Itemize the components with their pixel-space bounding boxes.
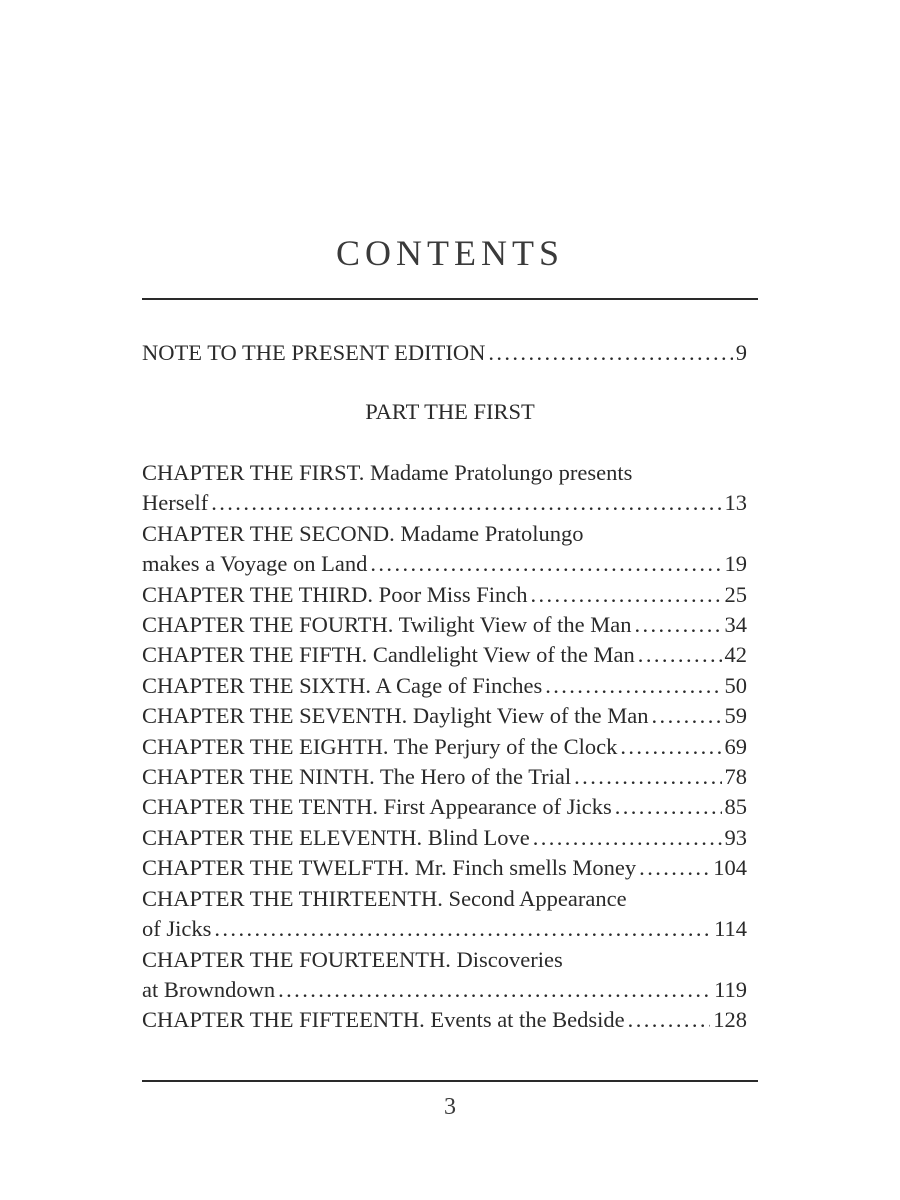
bottom-rule [142, 1080, 758, 1082]
toc-entry-title: NOTE TO THE PRESENT EDITION [142, 340, 486, 365]
toc-entry-title: CHAPTER THE TWELFTH. Mr. Finch smells Money [142, 855, 637, 881]
toc-chapter-list [142, 458, 747, 1036]
toc-entry-title: CHAPTER THE FIFTH. Candlelight View of the Man [142, 642, 635, 668]
part-heading: PART THE FIRST [365, 399, 535, 424]
toc-entry-page: 42 [724, 642, 747, 668]
dot-leader [370, 549, 721, 579]
toc-entry-title: CHAPTER THE FOURTH. Twilight View of the Man [142, 612, 632, 638]
dot-leader [545, 671, 721, 701]
toc-entry [142, 823, 747, 853]
toc-entry-page: 13 [724, 490, 747, 516]
toc-entry-page: 50 [724, 672, 747, 698]
toc-entry-title: of Jicks [142, 916, 212, 942]
toc-entry-title: CHAPTER THE SIXTH. A Cage of Finches [142, 672, 543, 698]
toc-entry-title: CHAPTER THE THIRD. Poor Miss Finch [142, 581, 528, 607]
top-rule [142, 298, 758, 300]
toc-entry-first-line: CHAPTER THE FIRST. Madame Pratolungo presents [142, 460, 633, 485]
toc-entry-first-line: CHAPTER THE THIRTEENTH. Second Appearance [142, 885, 627, 911]
toc-entry-page: 114 [714, 916, 747, 942]
toc-entry-page: 85 [724, 794, 747, 820]
contents-heading: CONTENTS [336, 233, 564, 273]
toc-entry-title: CHAPTER THE TENTH. First Appearance of Jicks [142, 794, 612, 820]
toc-entry [142, 792, 747, 822]
toc-entry-first-line: CHAPTER THE SECOND. Madame Pratolungo [142, 520, 584, 546]
dot-leader [638, 640, 722, 670]
dot-leader [488, 338, 732, 368]
toc-entry-page: 104 [713, 855, 747, 881]
dot-leader [628, 1005, 711, 1035]
toc-entry-page: 19 [724, 551, 747, 577]
page-number: 3 [444, 1094, 456, 1120]
toc-entry [142, 1005, 747, 1035]
toc-entry [142, 610, 747, 640]
toc-entry-page: 59 [724, 703, 747, 729]
toc-entry-page: 78 [724, 764, 747, 790]
toc-entry-page: 119 [714, 976, 747, 1002]
dot-leader [214, 914, 711, 944]
toc-entry-title: at Browndown [142, 976, 276, 1002]
dot-leader [530, 580, 721, 610]
dot-leader [620, 732, 721, 762]
toc-entry [142, 853, 747, 883]
dot-leader [615, 792, 722, 822]
toc-note-section [142, 338, 747, 368]
toc-entry [142, 914, 747, 944]
toc-entry [142, 671, 747, 701]
toc-entry-first-line: CHAPTER THE FOURTEENTH. Discoveries [142, 946, 563, 972]
toc-entry [142, 732, 747, 762]
dot-leader [652, 701, 722, 731]
toc-entry-title: CHAPTER THE ELEVENTH. Blind Love [142, 824, 530, 850]
toc-entry-title: CHAPTER THE SEVENTH. Daylight View of the Man [142, 703, 649, 729]
dot-leader [533, 823, 722, 853]
toc-entry-page: 25 [724, 581, 747, 607]
dot-leader [639, 853, 710, 883]
toc-entry-page: 128 [713, 1007, 747, 1033]
toc-entry [142, 580, 747, 610]
toc-entry-title: makes a Voyage on Land [142, 551, 368, 577]
book-page [142, 0, 758, 1200]
dot-leader [211, 488, 721, 518]
toc-entry [142, 975, 747, 1005]
toc-entry-page: 34 [724, 612, 747, 638]
dot-leader [634, 610, 721, 640]
toc-entry-title: CHAPTER THE FIFTEENTH. Events at the Bedside [142, 1007, 625, 1033]
toc-entry-title: CHAPTER THE NINTH. The Hero of the Trial [142, 764, 572, 790]
toc-entry [142, 488, 747, 518]
toc-entry [142, 549, 747, 579]
toc-entry-title: CHAPTER THE EIGHTH. The Perjury of the Clock [142, 733, 618, 759]
toc-entry-page: 9 [735, 340, 747, 365]
dot-leader [574, 762, 721, 792]
toc-entry-note [142, 338, 747, 368]
dot-leader [278, 975, 711, 1005]
toc-entry [142, 762, 747, 792]
toc-entry [142, 701, 747, 731]
toc-entry-page: 93 [724, 824, 747, 850]
toc-entry-title: Herself [142, 490, 209, 516]
toc-entry-page: 69 [724, 733, 747, 759]
toc-entry [142, 640, 747, 670]
